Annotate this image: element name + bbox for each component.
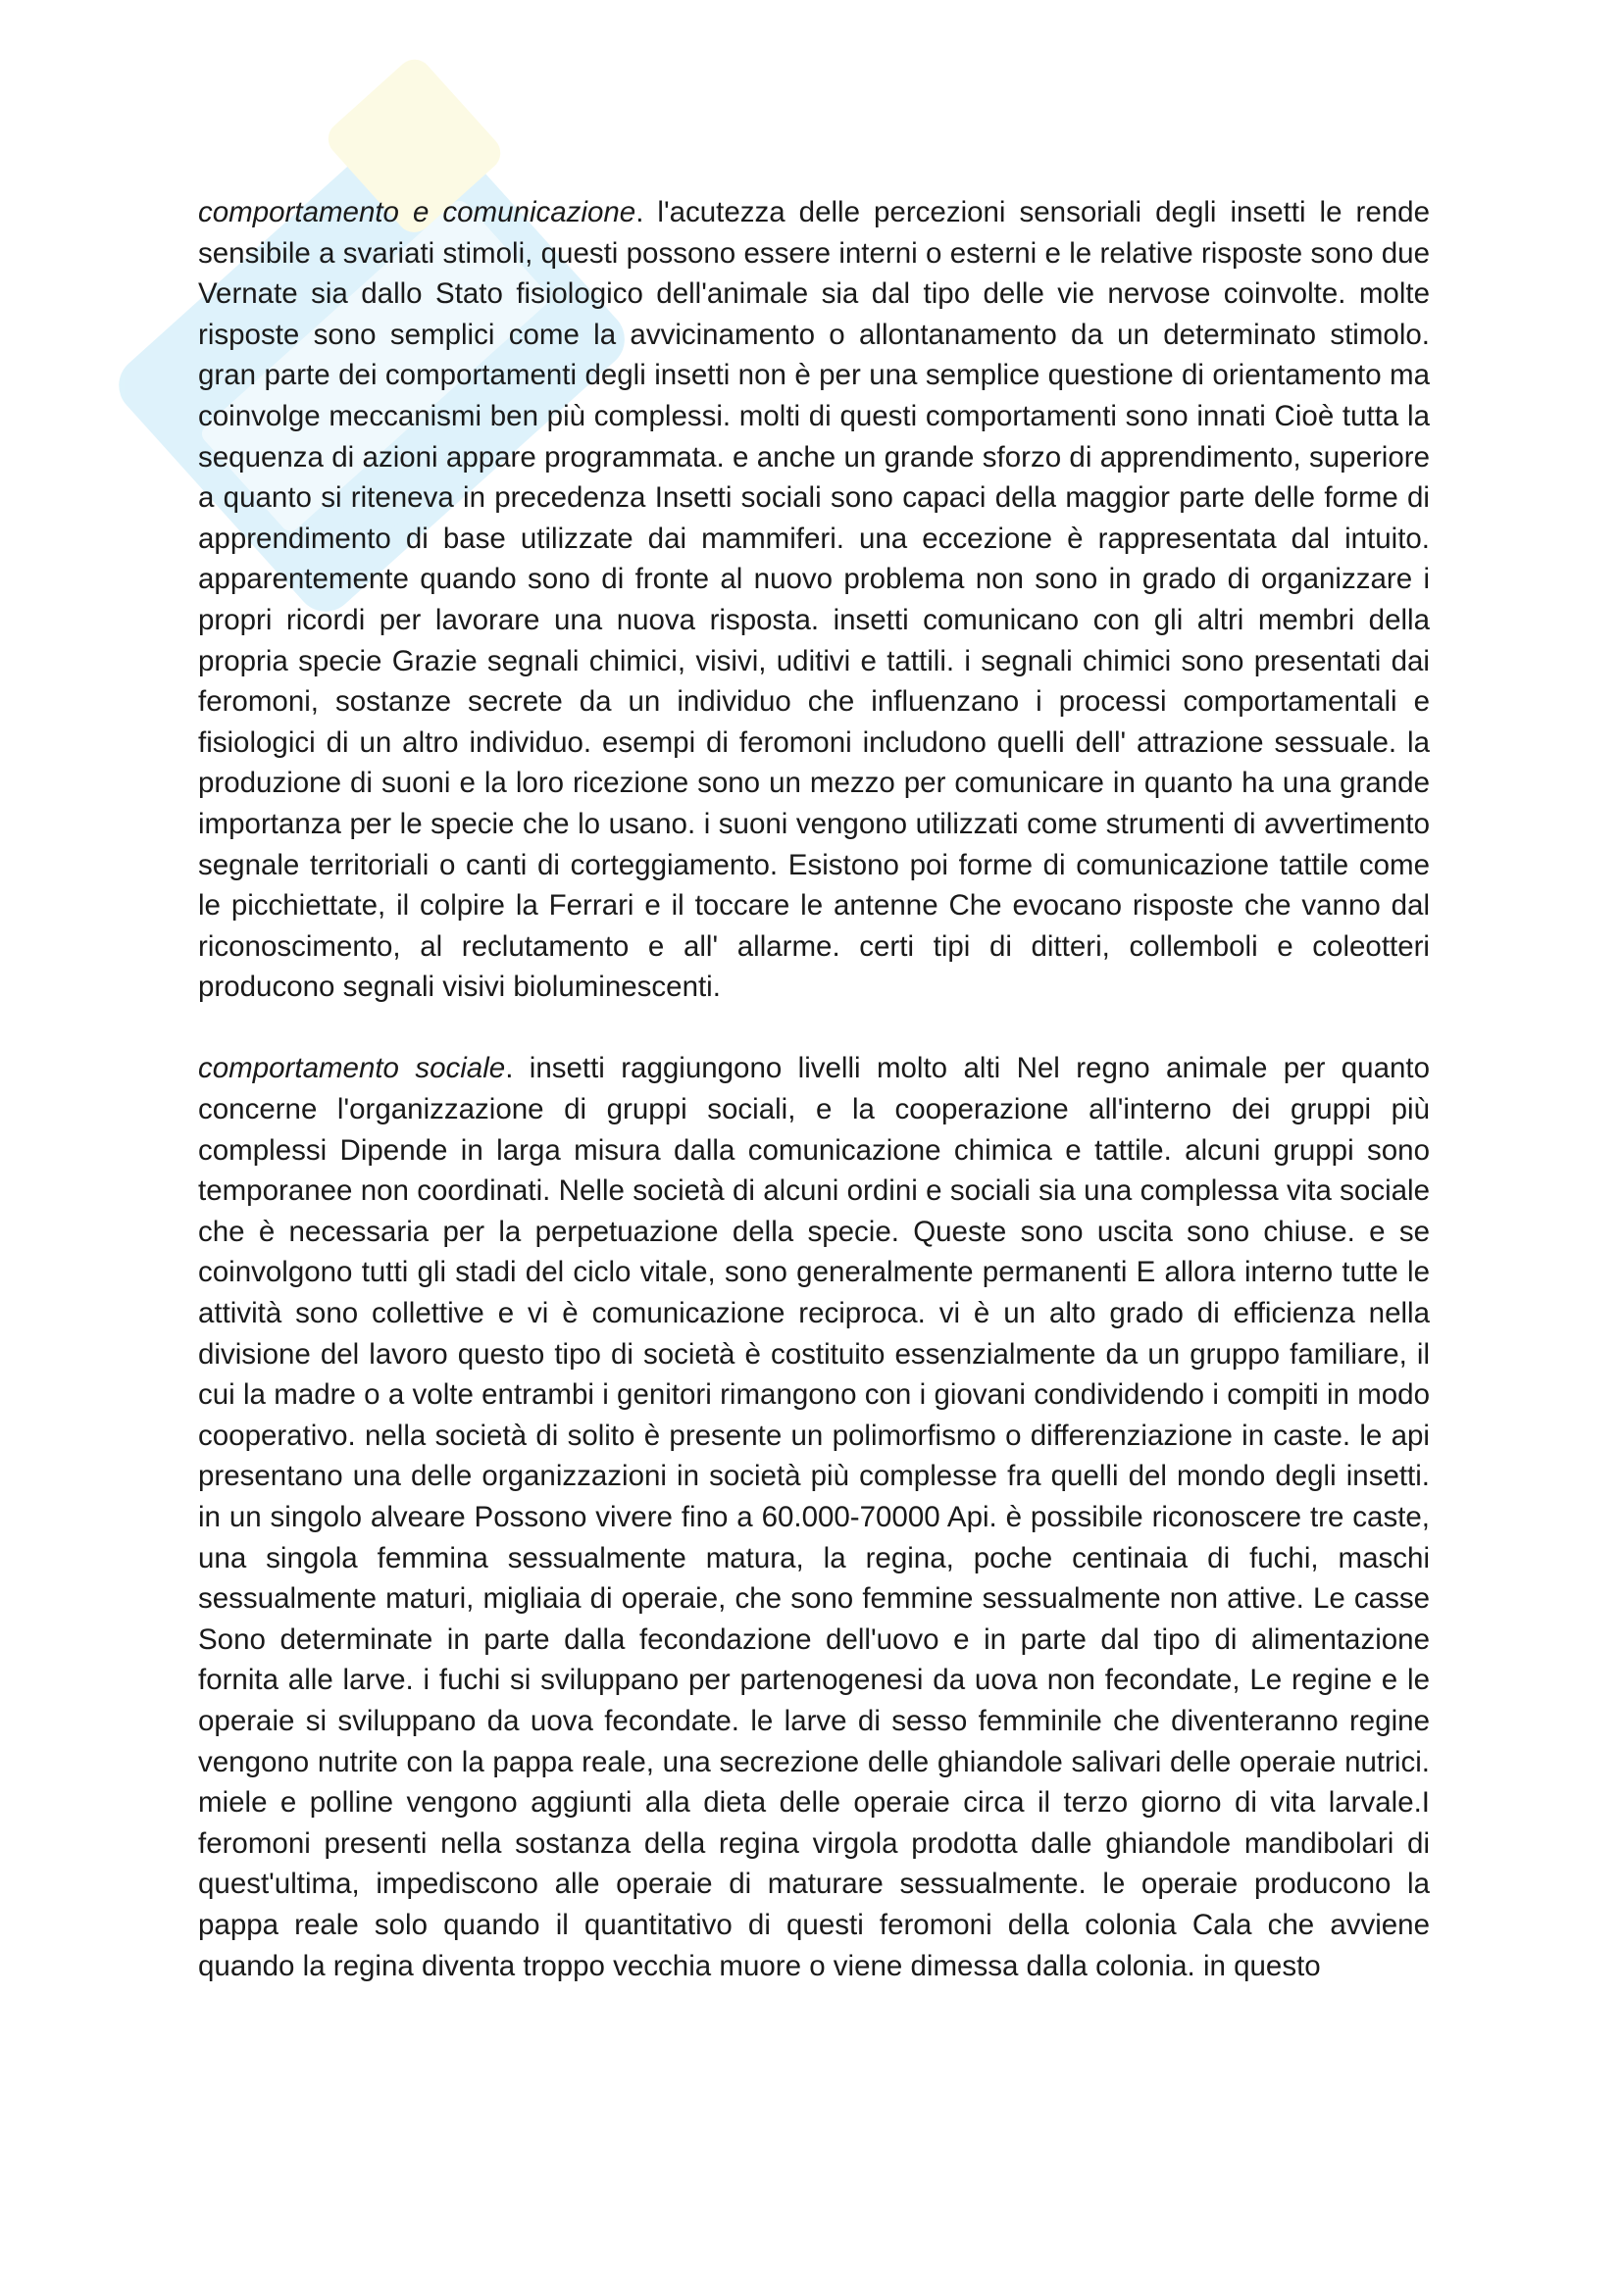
section-heading-sociale: comportamento sociale bbox=[198, 1052, 506, 1085]
section-heading-comunicazione: comportamento e comunicazione bbox=[198, 196, 636, 228]
paragraph-sociale bbox=[198, 1048, 1430, 1986]
paragraph-comunicazione bbox=[198, 192, 1430, 1008]
section-text-sociale: . insetti raggiungono livelli molto alti Nel regno animale per quanto concerne l'organizzazione di gruppi sociali, e la cooperazione all'interno dei gruppi più complessi Dipende in larga misura dalla comunicazione chimica e tattile. alcuni gruppi sono temporanee non coordinati. Nelle società di alcuni ordini e sociali sia una complessa vita sociale che è necessaria per la perpetuazione della specie. Queste sono uscita sono chiuse. e se coinvolgono tutti gli stadi del ciclo vitale, sono generalmente permanenti E allora interno tutte le attività sono collettive e vi è comunicazione reciproca. vi è un alto grado di efficienza nella divisione del lavoro questo tipo di società è costituito essenzialmente da un gruppo familiare, il cui la madre o a volte entrambi i genitori rimangono con i giovani condividendo i compiti in modo cooperativo. nella società di solito è presente un polimorfismo o differenziazione in caste. le api presentano una delle organizzazioni in società più complesse fra quelli del mondo degli insetti. in un singolo alveare Possono vivere fino a 60.000-70000 Api. è possibile riconoscere tre caste, una singola femmina sessualmente matura, la regina, poche centinaia di fuchi, maschi sessualmente maturi, migliaia di operaie, che sono femmine sessualmente non attive. Le casse Sono determinate in parte dalla fecondazione dell'uovo e in parte dal tipo di alimentazione fornita alle larve. i fuchi si sviluppano per partenogenesi da uova non fecondate, Le regine e le operaie si sviluppano da uova fecondate. le larve di sesso femminile che diventeranno regine vengono nutrite con la pappa reale, una secrezione delle ghiandole salivari delle operaie nutrici. miele e polline vengono aggiunti alla dieta delle operaie circa il terzo giorno di vita larvale.I feromoni presenti nella sostanza della regina virgola prodotta dalle ghiandole mandibolari di quest'ultima, impediscono alle operaie di maturare sessualmente. le operaie producono la pappa reale solo quando il quantitativo di questi feromoni della colonia Cala che avviene quando la regina diventa troppo vecchia muore o viene dimessa dalla colonia. in questo bbox=[198, 1052, 1431, 1982]
section-text-comunicazione: . l'acutezza delle percezioni sensoriali degli insetti le rende sensibile a svariati stimoli, questi possono essere interni o esterni e le relative risposte sono due Vernate sia dallo Stato fisiologico dell'animale sia dal tipo delle vie nervose coinvolte. molte risposte sono semplici come la avvicinamento o allontanamento da un determinato stimolo. gran parte dei comportamenti degli insetti non è per una semplice questione di orientamento ma coinvolge meccanismi ben più complessi. molti di questi comportamenti sono innati Cioè tutta la sequenza di azioni appare programmata. e anche un grande sforzo di apprendimento, superiore a quanto si riteneva in precedenza Insetti sociali sono capaci della maggior parte delle forme di apprendimento di base utilizzate dai mammiferi. una eccezione è rappresentata dal intuito. apparentemente quando sono di fronte al nuovo problema non sono in grado di organizzare i propri ricordi per lavorare una nuova risposta. insetti comunicano con gli altri membri della propria specie Grazie segnali chimici, visivi, uditivi e tattili. i segnali chimici sono presentati dai feromoni, sostanze secrete da un individuo che influenzano i processi comportamentali e fisiologici di un altro individuo. esempi di feromoni includono quelli dell' attrazione sessuale. la produzione di suoni e la loro ricezione sono un mezzo per comunicare in quanto ha una grande importanza per le specie che lo usano. i suoni vengono utilizzati come strumenti di avvertimento segnale territoriali o canti di corteggiamento. Esistono poi forme di comunicazione tattile come le picchiettate, il colpire la Ferrari e il toccare le antenne Che evocano risposte che vanno dal riconoscimento, al reclutamento e all' allarme. certi tipi di ditteri, collemboli e coleotteri producono segnali visivi bioluminescenti. bbox=[198, 196, 1430, 1004]
document-body bbox=[198, 192, 1430, 1986]
